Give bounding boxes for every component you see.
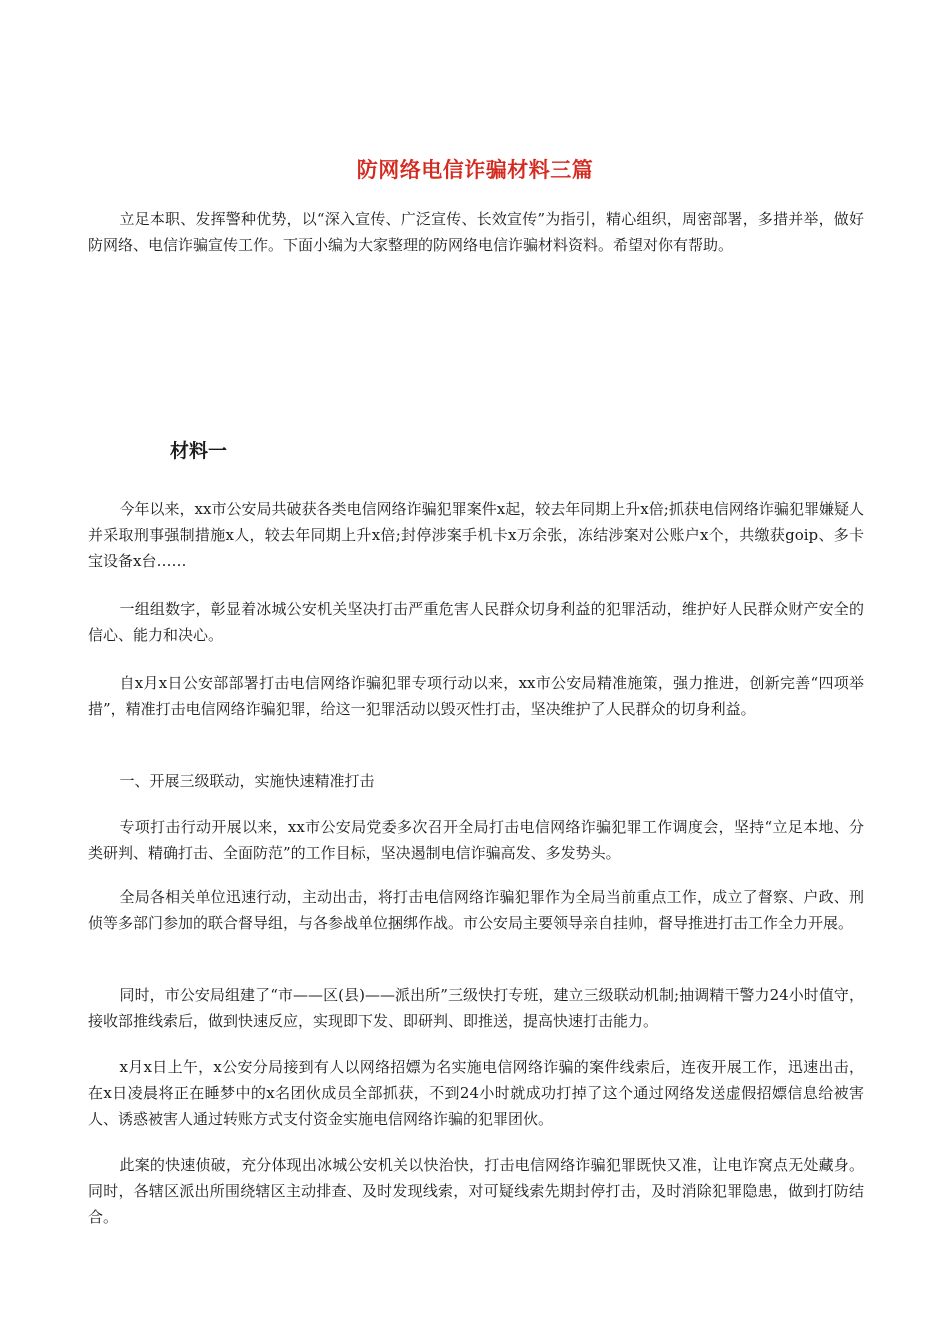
body-paragraph: 自x月x日公安部部署打击电信网络诈骗犯罪专项行动以来，xx市公安局精准施策，强力推进，创新完善“四项举措”，精准打击电信网络诈骗犯罪，给这一犯罪活动以毁灭性打击，坚决维护了人民群众的切身利益。 [88, 674, 864, 718]
body-paragraph: 全局各相关单位迅速行动，主动出击，将打击电信网络诈骗犯罪作为全局当前重点工作，成立了督察、户政、刑侦等多部门参加的联合督导组，与各参战单位捆绑作战。市公安局主要领导亲自挂帅，督导推进打击工作全力开展。 [88, 888, 864, 932]
body-paragraph: x月x日上午，x公安分局接到有人以网络招嫖为名实施电信网络诈骗的案件线索后，连夜开展工作，迅速出击，在x日凌晨将正在睡梦中的x名团伙成员全部抓获，不到24小时就成功打掉了这个通过网络发送虚假招嫖信息给被害人、诱惑被害人通过转账方式支付资金实施电信网络诈骗的犯罪团伙。 [88, 1058, 864, 1128]
document-title: 防网络电信诈骗材料三篇 [356, 157, 594, 183]
body-paragraph: 专项打击行动开展以来，xx市公安局党委多次召开全局打击电信网络诈骗犯罪工作调度会，坚持“立足本地、分类研判、精确打击、全面防范”的工作目标，坚决遏制电信诈骗高发、多发势头。 [88, 818, 864, 862]
body-paragraph: 此案的快速侦破，充分体现出冰城公安机关以快治快，打击电信网络诈骗犯罪既快又准，让电诈窝点无处藏身。同时，各辖区派出所围绕辖区主动排查、及时发现线索，对可疑线索先期封停打击，及时消除犯罪隐患，做到打防结合。 [88, 1156, 864, 1226]
intro-paragraph: 立足本职、发挥警种优势，以“深入宣传、广泛宣传、长效宣传”为指引，精心组织，周密部署，多措并举，做好防网络、电信诈骗宣传工作。下面小编为大家整理的防网络电信诈骗材料资料。希望对你有帮助。 [88, 210, 864, 254]
body-paragraph: 同时，市公安局组建了“市——区(县)——派出所”三级快打专班，建立三级联动机制;抽调精干警力24小时值守，接收部推线索后，做到快速反应，实现即下发、即研判、即推送，提高快速打击能力。 [88, 986, 864, 1030]
subheading-paragraph: 一、开展三级联动，实施快速精准打击 [119, 772, 375, 790]
body-paragraph: 一组组数字，彰显着冰城公安机关坚决打击严重危害人民群众切身利益的犯罪活动，维护好人民群众财产安全的信心、能力和决心。 [88, 600, 864, 644]
section-heading: 材料一 [170, 440, 228, 462]
body-paragraph: 今年以来，xx市公安局共破获各类电信网络诈骗犯罪案件x起，较去年同期上升x倍;抓获电信网络诈骗犯罪嫌疑人并采取刑事强制措施x人，较去年同期上升x倍;封停涉案手机卡x万余张，冻结涉案对公账户x个，共缴获goip、多卡宝设备x台…… [88, 500, 864, 570]
